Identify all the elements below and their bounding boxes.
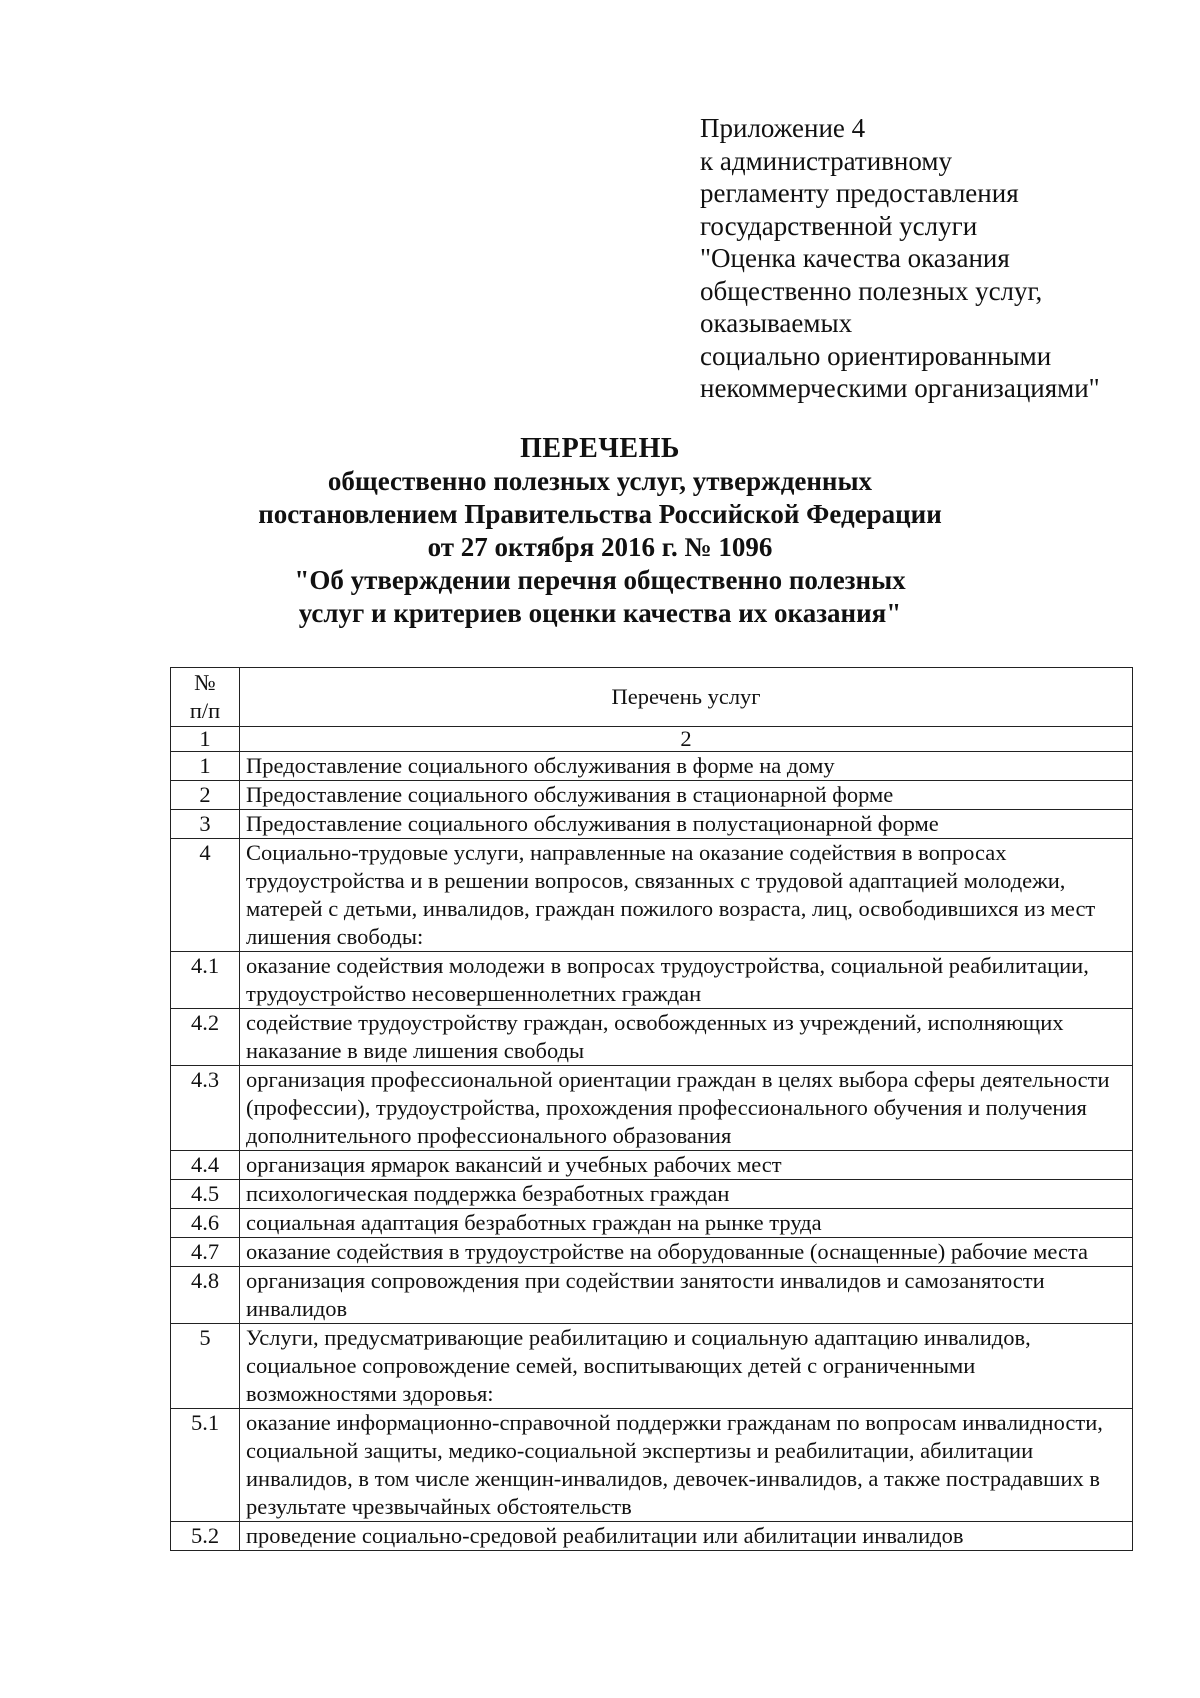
appendix-line: государственной услуги: [700, 210, 978, 241]
header-number-abbr: п/п: [189, 698, 221, 723]
table-row: [171, 1209, 1133, 1238]
header-list-cell: Перечень услуг: [240, 668, 1133, 727]
table-row: [171, 1409, 1133, 1522]
appendix-line: "Оценка качества оказания: [700, 243, 1010, 273]
table-row: [171, 1522, 1133, 1551]
row-service-text: организация ярмарок вакансий и учебных рабочих мест: [240, 1151, 1133, 1180]
row-service-text: организация сопровождения при содействии занятости инвалидов и самозанятости инвалидов: [240, 1267, 1133, 1324]
services-table: [170, 667, 1133, 1551]
row-service-text: психологическая поддержка безработных граждан: [240, 1180, 1133, 1209]
column-index-2: 2: [240, 727, 1133, 752]
table-row: [171, 781, 1133, 810]
row-number: 4.2: [171, 1009, 240, 1066]
title-line: от 27 октября 2016 г. № 1096: [427, 532, 773, 562]
row-number: 4.6: [171, 1209, 240, 1238]
appendix-header: [700, 112, 1140, 405]
row-service-text: содействие трудоустройству граждан, освобожденных из учреждений, исполняющих наказание в виде лишения свободы: [240, 1009, 1133, 1066]
row-service-text: Предоставление социального обслуживания в полустационарной форме: [240, 810, 1133, 839]
title-line: услуг и критериев оценки качества их оказания": [298, 598, 902, 628]
row-service-text: Социально-трудовые услуги, направленные на оказание содействия в вопросах трудоустройства и в решении вопросов, связанных с трудовой адаптацией молодежи, матерей с детьми, инвалидов, граждан пожилого возраста, лиц, освободившихся из мест лишения свободы:: [240, 839, 1133, 952]
table-row: [171, 1267, 1133, 1324]
table-row: [171, 752, 1133, 781]
table-row: [171, 839, 1133, 952]
row-service-text: Предоставление социального обслуживания в стационарной форме: [240, 781, 1133, 810]
row-number: 2: [171, 781, 240, 810]
table-row: [171, 1009, 1133, 1066]
row-number: 4.1: [171, 952, 240, 1009]
row-number: 5: [171, 1324, 240, 1409]
row-number: 1: [171, 752, 240, 781]
title-line: "Об утверждении перечня общественно полезных: [294, 565, 906, 595]
title-line: постановлением Правительства Российской Федерации: [258, 499, 942, 529]
row-number: 4: [171, 839, 240, 952]
appendix-line: социально ориентированными: [700, 340, 1052, 371]
appendix-line: к административному: [700, 145, 952, 176]
table-row: [171, 952, 1133, 1009]
row-number: 5.1: [171, 1409, 240, 1522]
row-service-text: проведение социально-средовой реабилитации или абилитации инвалидов: [240, 1522, 1133, 1551]
header-number-sign: №: [194, 670, 216, 695]
table-row: [171, 1238, 1133, 1267]
row-service-text: организация профессиональной ориентации граждан в целях выбора сферы деятельности (профессии), трудоустройства, прохождения профессионального обучения и получения дополнительного профессионального образования: [240, 1066, 1133, 1151]
row-service-text: оказание информационно-справочной поддержки гражданам по вопросам инвалидности, социальной защиты, медико-социальной экспертизы и реабилитации, абилитации инвалидов, в том числе женщин-инвалидов, девочек-инвалидов, а также пострадавших в результате чрезвычайных обстоятельств: [240, 1409, 1133, 1522]
row-number: 4.8: [171, 1267, 240, 1324]
row-number: 5.2: [171, 1522, 240, 1551]
row-number: 4.3: [171, 1066, 240, 1151]
table-row: [171, 1324, 1133, 1409]
table-row: [171, 810, 1133, 839]
appendix-line: некоммерческими организациями": [700, 373, 1100, 403]
row-number: 4.7: [171, 1238, 240, 1267]
table-row: [171, 1180, 1133, 1209]
title-line: общественно полезных услуг, утвержденных: [327, 466, 873, 496]
header-number-cell: [171, 668, 240, 727]
row-service-text: оказание содействия в трудоустройстве на оборудованные (оснащенные) рабочие места: [240, 1238, 1133, 1267]
appendix-line: оказываемых: [700, 308, 853, 338]
column-index-row: [171, 727, 1133, 752]
document-title: [150, 432, 1050, 630]
row-number: 4.4: [171, 1151, 240, 1180]
table-row: [171, 1066, 1133, 1151]
row-number: 3: [171, 810, 240, 839]
title-main: ПЕРЕЧЕНЬ: [520, 433, 680, 464]
row-service-text: Услуги, предусматривающие реабилитацию и социальную адаптацию инвалидов, социальное сопровождение семей, воспитывающих детей с ограниченными возможностями здоровья:: [240, 1324, 1133, 1409]
table-row: [171, 1151, 1133, 1180]
appendix-line: регламенту предоставления: [700, 178, 1019, 208]
row-service-text: социальная адаптация безработных граждан на рынке труда: [240, 1209, 1133, 1238]
row-service-text: оказание содействия молодежи в вопросах трудоустройства, социальной реабилитации, трудоустройство несовершеннолетних граждан: [240, 952, 1133, 1009]
appendix-line: Приложение 4: [700, 113, 866, 143]
appendix-line: общественно полезных услуг,: [700, 275, 1043, 306]
row-number: 4.5: [171, 1180, 240, 1209]
table-header-row: [171, 668, 1133, 727]
column-index-1: 1: [171, 727, 240, 752]
row-service-text: Предоставление социального обслуживания в форме на дому: [240, 752, 1133, 781]
